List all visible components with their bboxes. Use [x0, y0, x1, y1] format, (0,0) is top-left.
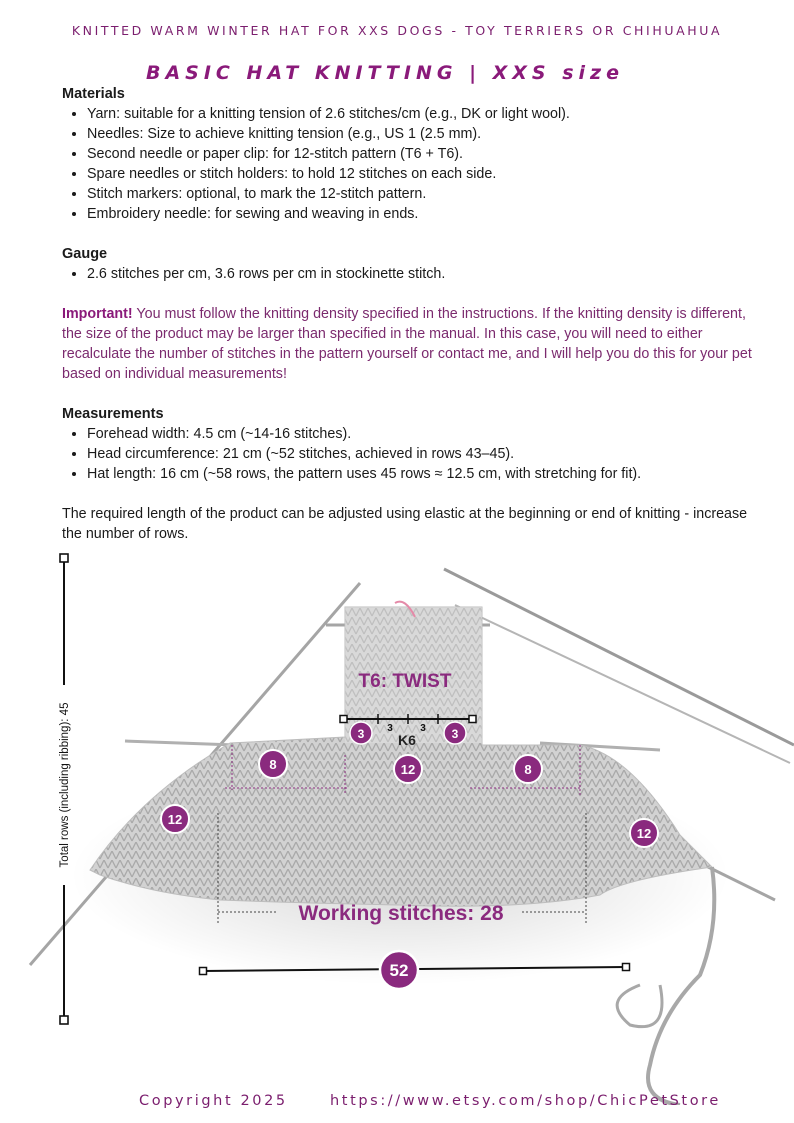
- needle-icon: [125, 741, 235, 745]
- svg-text:12: 12: [636, 826, 652, 841]
- bar-end-marker: [200, 968, 207, 975]
- gauge-section: [62, 244, 762, 284]
- materials-list: [62, 104, 762, 224]
- list-item: • Hat length: 16 cm (~58 rows, the pattern uses 45 rows ≈ 12.5 cm, with stretching for fit).: [87, 464, 762, 484]
- materials-section: [62, 84, 762, 224]
- twist-label: T6: TWIST: [358, 671, 452, 692]
- important-note: [62, 304, 762, 384]
- important-label: Important!: [62, 306, 133, 322]
- list-item: • Spare needles or stitch holders: to hold 12 stitches on each side.: [87, 164, 762, 184]
- gauge-heading: Gauge: [62, 246, 108, 262]
- list-item: • Forehead width: 4.5 cm (~14-16 stitches).: [87, 424, 762, 444]
- important-text: You must follow the knitting density specified in the instructions. If the knitting density is different, the size of the product may be larger than specified in the manual. In this case, you will need to either recalculate the number of stitches in the pattern yourself or contact me, and I will help you do this for your pet based on individual measurements!: [62, 306, 752, 382]
- measurements-list: [62, 424, 762, 484]
- badge-12-left: [161, 805, 189, 833]
- list-item: • 2.6 stitches per cm, 3.6 rows per cm in stockinette stitch.: [87, 264, 762, 284]
- measurements-section: [62, 404, 762, 484]
- bar-end-marker: [623, 964, 630, 971]
- list-item: • Second needle or paper clip: for 12-stitch pattern (T6 + T6).: [87, 144, 762, 164]
- k6-label: K6: [398, 732, 416, 748]
- bar-end-marker: [60, 554, 68, 562]
- needle-icon: [444, 569, 794, 745]
- materials-heading: Materials: [62, 86, 125, 102]
- needle-icon: [455, 605, 790, 763]
- content: [62, 84, 762, 544]
- list-item: • Embroidery needle: for sewing and weaving in ends.: [87, 204, 762, 224]
- list-item: • Needles: Size to achieve knitting tension (e.g., US 1 (2.5 mm).: [87, 124, 762, 144]
- small-3-label: 3: [387, 723, 393, 734]
- svg-text:52: 52: [389, 961, 409, 980]
- total-rows-label: Total rows (including ribbing): 45: [59, 702, 71, 868]
- measurements-heading: Measurements: [62, 406, 164, 422]
- working-stitches-label: Working stitches: 28: [298, 902, 504, 925]
- yarn-bow: [617, 985, 662, 1027]
- badge-12-right: [630, 819, 658, 847]
- svg-text:3: 3: [357, 727, 365, 741]
- svg-text:12: 12: [167, 812, 183, 827]
- gauge-list: [62, 264, 762, 284]
- footer-copyright: Copyright 2025: [139, 1093, 288, 1109]
- badge-8-right: [514, 755, 542, 783]
- badge-52: [380, 951, 418, 989]
- svg-text:8: 8: [269, 757, 277, 772]
- hat-diagram: [0, 545, 794, 1105]
- bar-end-marker: [340, 716, 347, 723]
- list-item: • Head circumference: 21 cm (~52 stitches, achieved in rows 43–45).: [87, 444, 762, 464]
- badge-3-right: [444, 722, 466, 744]
- badge-12-center: [394, 755, 422, 783]
- svg-text:12: 12: [400, 762, 416, 777]
- bar-end-marker: [60, 1016, 68, 1024]
- badge-8-left: [259, 750, 287, 778]
- svg-text:3: 3: [451, 727, 459, 741]
- bar-end-marker: [469, 716, 476, 723]
- svg-text:8: 8: [524, 762, 532, 777]
- page-topline: KNITTED WARM WINTER HAT FOR XXS DOGS - TOY TERRIERS OR CHIHUAHUA: [71, 23, 723, 38]
- footer-shop-link[interactable]: https://www.etsy.com/shop/ChicPetStore: [330, 1093, 721, 1109]
- list-item: • Stitch markers: optional, to mark the 12-stitch pattern.: [87, 184, 762, 204]
- page-title: BASIC HAT KNITTING | XXS size: [145, 62, 624, 84]
- badge-3-left: [350, 722, 372, 744]
- list-item: • Yarn: suitable for a knitting tension of 2.6 stitches/cm (e.g., DK or light wool).: [87, 104, 762, 124]
- length-note: The required length of the product can be adjusted using elastic at the beginning or end of knitting - increase the number of rows.: [62, 506, 748, 542]
- small-3-label: 3: [420, 723, 426, 734]
